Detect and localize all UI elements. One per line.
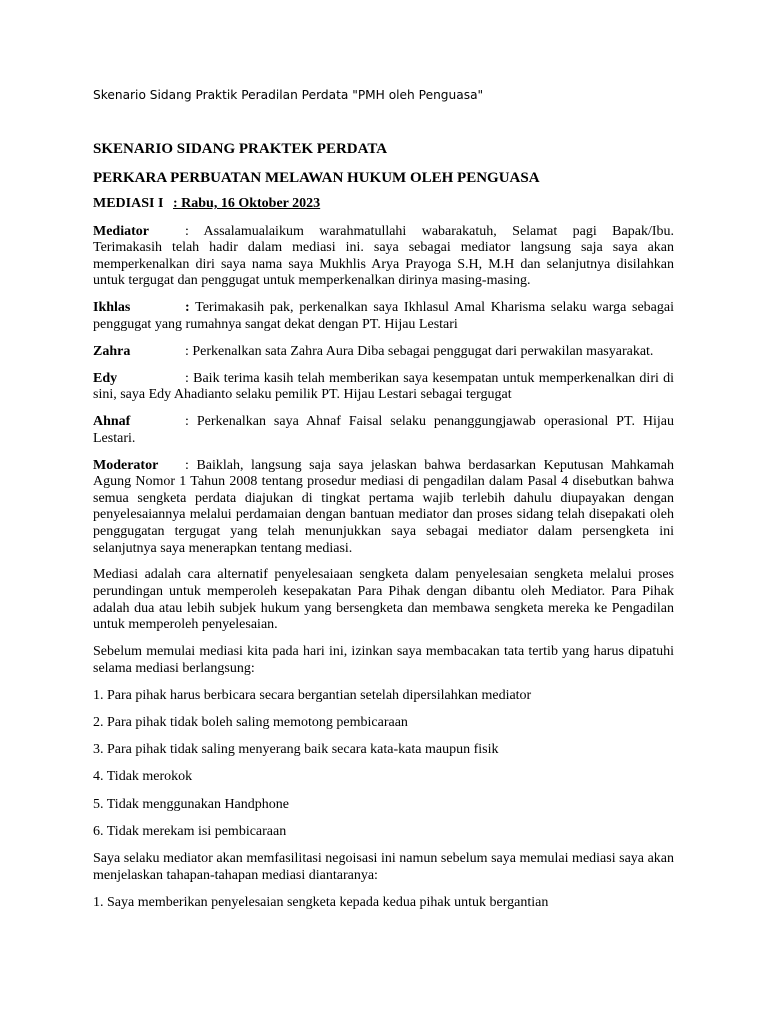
- document-title: SKENARIO SIDANG PRAKTEK PERDATA: [93, 141, 388, 157]
- dialogue-line: [93, 300, 674, 333]
- dialogue-line: [93, 414, 674, 447]
- speaker-name: Mediator: [93, 223, 149, 239]
- dialogue-line: [93, 458, 674, 558]
- paragraph-tata-tertib: Sebelum memulai mediasi kita pada hari ini, izinkan saya membacakan tata tertib yang harus dipatuhi selama mediasi berlangsung:: [93, 644, 674, 676]
- rule-item: 6. Tidak merekam isi pembicaraan: [93, 824, 287, 840]
- paragraph-mediasi: Mediasi adalah cara alternatif penyelesaiaan sengketa dalam penyelesaian sengketa melalui proses perundingan untuk memperoleh kesepakatan Para Pihak dengan dibantu oleh Mediator. Para Pihak adalah dua atau lebih subjek hukum yang bersengketa dan membawa sengketa mereka ke Pengadilan untuk memperoleh penyelesaian.: [93, 567, 674, 633]
- meeting-heading: [93, 196, 674, 213]
- dialogue-line: [93, 224, 674, 290]
- speaker-colon: :: [185, 370, 189, 386]
- speaker-name: Zahra: [93, 343, 131, 359]
- dialogue-line: [93, 344, 674, 361]
- rule-item: 2. Para pihak tidak boleh saling memotong pembicaraan: [93, 714, 408, 730]
- speaker-name: Edy: [93, 370, 118, 386]
- dialogue-line: [93, 371, 674, 404]
- rule-item: 1. Para pihak harus berbicara secara bergantian setelah dipersilahkan mediator: [93, 687, 532, 703]
- speaker-colon: :: [185, 414, 189, 430]
- dialogue-text: Baiklah, langsung saja saya jelaskan bahwa berdasarkan Keputusan Mahkamah Agung Nomor 1 Tahun 2008 tentang prosedur mediasi di pengadilan dalam Pasal 4 disebutkan bahwa semua sengketa perdata diajukan di tingkat pertama wajib terlebih dahulu diupayakan dengan penyelesaiannya melalui perdamaian dengan bantuan mediator dan proses sidang telah disepakati oleh penggugatan tergugat yang telah menunjukkan saya sebagai mediator dalam persengketa ini selanjutnya saya menerapkan tentang mediasi.: [93, 457, 674, 556]
- dialogue-text: Terimakasih pak, perkenalkan saya Ikhlasul Amal Kharisma selaku warga sebagai penggugat yang rumahnya sangat dekat dengan PT. Hijau Lestari: [93, 300, 674, 332]
- document-body: [93, 140, 674, 922]
- dialogue-text: Perkenalkan sata Zahra Aura Diba sebagai penggugat dari perwakilan masyarakat.: [188, 343, 654, 359]
- speaker-name: Ahnaf: [93, 414, 131, 430]
- speaker-colon: :: [185, 457, 189, 473]
- dialogue-text: Assalamualaikum warahmatullahi wabarakatuh, Selamat pagi Bapak/Ibu. Terimakasih telah hadir dalam mediasi ini. saya sebagai mediator langsung saja saya akan memperkenalkan diri saya nama saya Mukhlis Arya Prayoga S.H, M.H dan selanjutnya disilahkan untuk tergugat dan penggugat untuk memperkenalkan dirinya masing-masing.: [93, 223, 674, 289]
- dialogue-text: Baik terima kasih telah memberikan saya kesempatan untuk memperkenalkan diri di sini, saya Edy Ahadianto selaku pemilik PT. Hijau Lestari sebagai tergugat: [93, 370, 674, 403]
- paragraph-tahapan: Saya selaku mediator akan memfasilitasi negoisasi ini namun sebelum saya memulai mediasi saya akan menjelaskan tahapan-tahapan mediasi diantaranya:: [93, 851, 674, 883]
- speaker-colon: :: [185, 343, 189, 359]
- dialogue-text: Perkenalkan saya Ahnaf Faisal selaku penanggungjawab operasional PT. Hijau Lestari.: [93, 414, 674, 446]
- meeting-label: MEDIASI I: [93, 196, 164, 211]
- rule-item: 4. Tidak merokok: [93, 769, 193, 785]
- rule-item: 5. Tidak menggunakan Handphone: [93, 796, 289, 812]
- document-subtitle: PERKARA PERBUATAN MELAWAN HUKUM OLEH PENGUASA: [93, 170, 540, 186]
- speaker-colon: :: [185, 300, 190, 316]
- step-item: 1. Saya memberikan penyelesaian sengketa kepada kedua pihak untuk bergantian: [93, 894, 549, 910]
- speaker-name: Moderator: [93, 457, 159, 473]
- speaker-name: Ikhlas: [93, 300, 131, 316]
- document-header: Skenario Sidang Praktik Peradilan Perdata "PMH oleh Penguasa": [93, 88, 484, 102]
- rule-item: 3. Para pihak tidak saling menyerang baik secara kata-kata maupun fisik: [93, 742, 499, 758]
- meeting-date: : Rabu, 16 Oktober 2023: [173, 196, 321, 211]
- speaker-colon: :: [185, 223, 189, 239]
